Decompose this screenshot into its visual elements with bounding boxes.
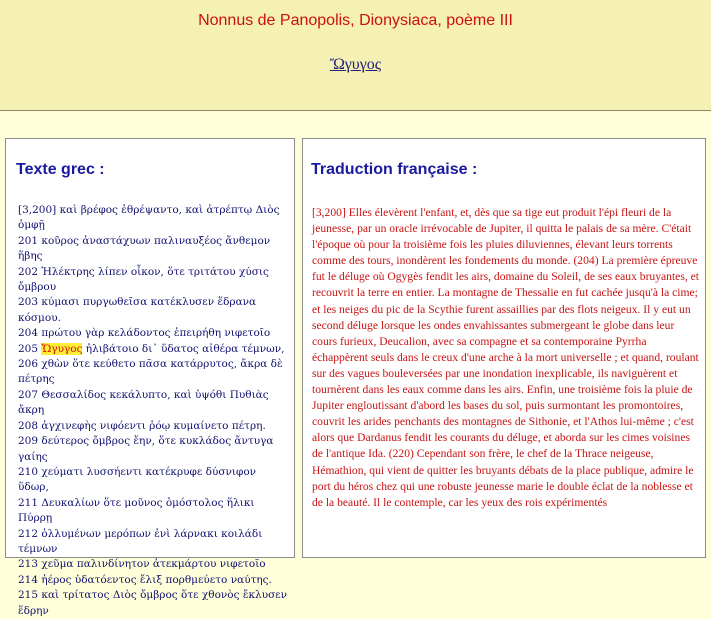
- greek-verse-line: [18, 573, 290, 588]
- french-translation-panel: [302, 138, 706, 558]
- greek-verse-line: [18, 295, 290, 326]
- greek-verse-line: [18, 326, 290, 341]
- page-header: [0, 0, 711, 111]
- verse-text: 208 ἀγχινεφὴς νιφόεντι ῥόῳ κυμαίνετο πέτρη.: [18, 419, 266, 432]
- verse-text: 203 κύμασι πυργωθεῖσα κατέκλυσεν ἕδρανα κόσμου.: [18, 296, 257, 324]
- greek-verse-line: [18, 434, 290, 465]
- verse-text: ἠλιβάτοιο δι᾽ ὕδατος αἰθέρα τέμνων,: [82, 342, 285, 355]
- greek-text-heading: Texte grec :: [16, 161, 105, 178]
- greek-verse-line: [18, 419, 290, 434]
- verse-text: 213 χεῦμα παλινδίνητον ἀτεκμάρτου νιφετοῖο: [18, 558, 266, 571]
- greek-verse-line: [18, 388, 290, 419]
- verse-text: 209 δεύτερος ὄμβρος ἔην, ὅτε κυκλάδος ἄντυγα γαίης: [18, 435, 274, 463]
- verse-text: 206 χθὼν ὅτε κεύθετο πᾶσα κατάρρυτος, ἄκρα δὲ πέτρης: [18, 358, 283, 386]
- verse-text: 202 Ἠλέκτρης λίπεν οἶκον, ὅτε τριτάτου χύσις ὄμβρου: [18, 265, 269, 294]
- verse-text: 210 χεύματι λυσσήεντι κατέκρυφε δύσνιφον ὕδωρ,: [18, 465, 257, 494]
- greek-verse-line: [18, 265, 290, 296]
- verse-text: 207 Θεσσαλίδος κεκάλυπτο, καὶ ὑψόθι Πυθιὰς ἄκρη: [18, 388, 269, 417]
- greek-verse-line: [18, 557, 290, 572]
- greek-verse-line: [18, 496, 290, 527]
- verse-text: 215 καὶ τρίτατος Διὸς ὄμβρος ὅτε χθονὸς ἔκλυσεν ἕδρην: [18, 589, 288, 617]
- verse-text: [3,200] καὶ βρέφος ἐθρέψαντο, καὶ ἀτρέπτῳ Διὸς ὀμφῇ: [18, 204, 280, 232]
- greek-verse-line: [18, 357, 290, 388]
- greek-verse-line: [18, 234, 290, 265]
- greek-verse-line: [18, 465, 290, 496]
- verse-text: 205: [18, 342, 42, 355]
- verse-text: 211 Δευκαλίων ὅτε μοῦνος ὁμόστολος ἥλικι Πύρρῃ: [18, 496, 255, 525]
- greek-verse-line: [18, 588, 290, 619]
- word-link-ogygos[interactable]: Ὤγυγος: [329, 56, 382, 73]
- greek-verse-line: [18, 527, 290, 558]
- highlighted-word: Ὤγυγος: [41, 342, 83, 355]
- french-translation-heading: Traduction française :: [311, 161, 478, 178]
- verse-text: 204 πρώτου γὰρ κελάδοντος ἐπειρήθη νιφετοῖο: [18, 327, 271, 340]
- verse-text: 212 ὀλλυμένων μερόπων ἐνὶ λάρνακι κοιλάδι τέμνων: [18, 527, 263, 555]
- french-translation-text: [3,200] Elles élevèrent l'enfant, et, dès que sa tige eut produit l'épi fleuri de la jeunesse, par un oracle irrévocable de Jupiter, il quitta le palais de sa mère. C'était l'époque où pour la troisième fois les pluies diluviennes, élevant leurs torrents comme des tours, inondèrent les fondements du monde. (204) La première épreuve fut le déluge où Ogygès fendit les airs, domaine du Soleil, de ses eaux bruyantes, et recouvrit la terre en entier. La montagne de Thessalie en fut cachée jusqu'à la cime; et les neiges du pic de la Scythie furent assaillies par des flots neigeux. Il y eut un second déluge lorsque les ondes envahissantes submergeant le globe dans leur cours furieux, Deucalion, avec sa compagne et sa contemporaine Pyrrha échappèrent seuls dans le creux d'une arche à la mort universelle ; et quand, roulant sur des vagues bouleversées par une inondation inexplicable, ils naviguèrent et tournèrent dans les eaux comme dans les airs. Enfin, une troisième fois la pluie de Jupiter engloutissant d'abord les bases du sol, puis surmontant les promontoires, couvrit les arides penchants des montagnes de Sithonie, et l'Athos lui-même ; c'est alors que Dardanus fendit les courants du déluge, et aborda sur les cimes voisines de l'antique Ida. (220) Cependant son frère, le chef de la Thrace neigeuse, Hémathion, qui vient de quitter les bruyants débats de la place publique, admire le port du héros chez qui une robuste jeunesse marie le double éclat de la noblesse et de la beauté. Il le contemple, car les yeux des rois expérimentés: [312, 206, 700, 509]
- greek-verse-line: [18, 203, 290, 234]
- verse-text: 214 ἠέρος ὑδατόεντος ἔλιξ πορθμεύετο ναύτης.: [18, 573, 272, 586]
- verse-text: 201 κοῦρος ἀναστάχυων παλιναυξέος ἄνθεμον ἥβης: [18, 234, 271, 263]
- page-title: Nonnus de Panopolis, Dionysiaca, poème III: [198, 12, 513, 29]
- greek-verse-list: [18, 203, 290, 619]
- greek-text-panel: [5, 138, 295, 617]
- greek-verse-line: [18, 342, 290, 357]
